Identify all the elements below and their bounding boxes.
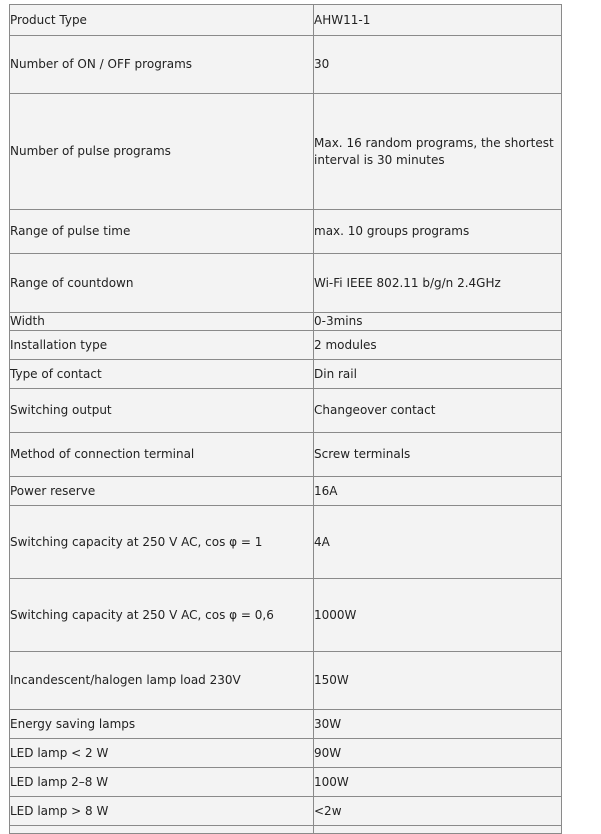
row-value-text: Din rail bbox=[314, 366, 357, 381]
row-value-text: 0-3mins bbox=[314, 314, 363, 328]
table-row bbox=[10, 389, 562, 433]
table-row bbox=[10, 313, 562, 331]
row-label bbox=[10, 477, 314, 506]
row-value-text: max. 10 groups programs bbox=[314, 224, 470, 238]
table-row bbox=[10, 94, 562, 210]
row-label bbox=[10, 5, 314, 36]
row-label-text: Width bbox=[10, 314, 45, 328]
table-row bbox=[10, 768, 562, 797]
row-label bbox=[10, 797, 314, 826]
row-label bbox=[10, 710, 314, 739]
row-value bbox=[314, 94, 562, 210]
row-label bbox=[10, 768, 314, 797]
row-value-text: Wi-Fi IEEE 802.11 b/g/n 2.4GHz bbox=[314, 275, 501, 290]
row-value-text: 4A bbox=[314, 534, 330, 549]
row-label bbox=[10, 739, 314, 768]
table-row bbox=[10, 5, 562, 36]
table-row-partial bbox=[10, 826, 562, 834]
row-value bbox=[314, 389, 562, 433]
row-label-text: Switching capacity at 250 V AC, cos φ = 1 bbox=[10, 534, 263, 549]
row-label-text: Method of connection terminal bbox=[10, 447, 195, 461]
row-value-text: 1000W bbox=[314, 607, 357, 622]
row-value bbox=[314, 331, 562, 360]
row-label bbox=[10, 506, 314, 579]
table-row bbox=[10, 254, 562, 313]
table-row bbox=[10, 710, 562, 739]
row-value bbox=[314, 579, 562, 652]
row-label bbox=[10, 652, 314, 710]
table-row bbox=[10, 506, 562, 579]
row-label-text: Switching capacity at 250 V AC, cos φ = 0,6 bbox=[10, 607, 274, 622]
table-row bbox=[10, 797, 562, 826]
table-row bbox=[10, 579, 562, 652]
row-label bbox=[10, 94, 314, 210]
row-value bbox=[314, 433, 562, 477]
row-value bbox=[314, 5, 562, 36]
row-label-text: LED lamp 2–8 W bbox=[10, 774, 109, 789]
row-label-text: Incandescent/halogen lamp load 230V bbox=[10, 673, 241, 687]
row-label bbox=[10, 360, 314, 389]
row-label-text: Product Type bbox=[10, 12, 87, 27]
row-value-text: <2w bbox=[314, 803, 342, 818]
row-value bbox=[314, 506, 562, 579]
row-value-text: 30W bbox=[314, 716, 342, 731]
row-value bbox=[314, 210, 562, 254]
table-row bbox=[10, 652, 562, 710]
row-value-text: 2 modules bbox=[314, 337, 377, 352]
row-label-text: Number of pulse programs bbox=[10, 144, 171, 158]
row-label bbox=[10, 331, 314, 360]
table-row bbox=[10, 739, 562, 768]
row-value bbox=[314, 710, 562, 739]
row-value bbox=[314, 36, 562, 94]
row-value-text: 150W bbox=[314, 673, 349, 687]
row-label-text: LED lamp < 2 W bbox=[10, 745, 109, 760]
row-value bbox=[314, 313, 562, 331]
row-value-empty bbox=[314, 826, 562, 834]
row-label-text: Switching output bbox=[10, 403, 112, 417]
table-row bbox=[10, 210, 562, 254]
row-value-text: 100W bbox=[314, 774, 349, 789]
row-label bbox=[10, 36, 314, 94]
row-value-text: AHW11-1 bbox=[314, 12, 371, 27]
table-row bbox=[10, 433, 562, 477]
row-label-text: Installation type bbox=[10, 337, 108, 352]
table-row bbox=[10, 477, 562, 506]
row-label-text: Number of ON / OFF programs bbox=[10, 57, 193, 71]
row-value-text: 90W bbox=[314, 745, 342, 760]
row-label bbox=[10, 579, 314, 652]
row-label-text: Range of pulse time bbox=[10, 224, 131, 238]
row-value-text: Screw terminals bbox=[314, 447, 411, 461]
row-value bbox=[314, 254, 562, 313]
row-label bbox=[10, 313, 314, 331]
row-label bbox=[10, 433, 314, 477]
row-label-text: Energy saving lamps bbox=[10, 716, 136, 731]
table-row bbox=[10, 331, 562, 360]
row-label-text: LED lamp > 8 W bbox=[10, 803, 109, 818]
row-label-text: Power reserve bbox=[10, 483, 96, 498]
row-label-text: Type of contact bbox=[10, 366, 102, 381]
row-value-text: 16A bbox=[314, 483, 338, 498]
row-value bbox=[314, 652, 562, 710]
row-label-empty bbox=[10, 826, 314, 834]
row-label bbox=[10, 254, 314, 313]
row-value bbox=[314, 360, 562, 389]
row-value bbox=[314, 768, 562, 797]
row-value-text: Max. 16 random programs, the shortest interval is 30 minutes bbox=[314, 135, 554, 167]
table-row bbox=[10, 360, 562, 389]
row-value-text: Changeover contact bbox=[314, 403, 436, 417]
row-value-text: 30 bbox=[314, 57, 330, 71]
row-label-text: Range of countdown bbox=[10, 275, 134, 290]
row-value bbox=[314, 739, 562, 768]
row-label bbox=[10, 389, 314, 433]
row-value bbox=[314, 797, 562, 826]
spec-table bbox=[9, 4, 562, 834]
row-value bbox=[314, 477, 562, 506]
table-row bbox=[10, 36, 562, 94]
row-label bbox=[10, 210, 314, 254]
